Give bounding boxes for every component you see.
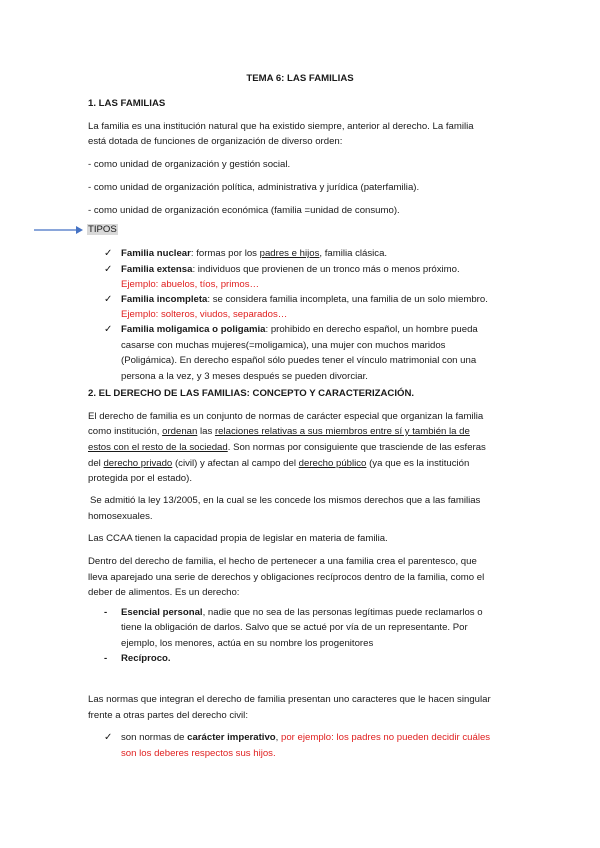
p2-line-2: homosexuales. (88, 511, 153, 522)
dash-bullet: - (104, 607, 108, 618)
function-item-1: - como unidad de organización y gestión social. (88, 159, 291, 170)
p1-line-3: estos con el resto de la sociedad. Son normas por consiguiente que trasciende de las esferas (88, 442, 486, 453)
tipo-extensa-example: Ejemplo: abuelos, tíos, primos… (121, 279, 260, 290)
section-1-heading: 1. LAS FAMILIAS (88, 98, 166, 109)
tipo-incompleta-example: Ejemplo: solteros, viudos, separados… (121, 309, 288, 320)
tipo-poligamia-line-1: Familia moligamica o poligamia: prohibido en derecho español, un hombre pueda (121, 324, 478, 335)
p1-line-4: del derecho privado (civil) y afectan al campo del derecho público (ya que es la institución (88, 458, 470, 469)
caracter-imperativo-line-2: son los deberes respectos sus hijos. (121, 748, 276, 759)
p4-line-3: deber de alimentos. Es un derecho: (88, 587, 240, 598)
tipo-extensa: Familia extensa: individuos que provienen de un tronco más o menos próximo. (121, 264, 460, 275)
tipo-poligamia-line-4: persona a la vez, y 3 meses después se pueden divorciar. (121, 371, 368, 382)
p5-line-1: Las normas que integran el derecho de familia presentan uno caracteres que le hacen singular (88, 694, 491, 705)
check-icon: ✓ (104, 324, 113, 335)
p4-line-1: Dentro del derecho de familia, el hecho de pertenecer a una familia crea el parentesco, que (88, 556, 477, 567)
p3-line: Las CCAA tienen la capacidad propia de legislar en materia de familia. (88, 533, 388, 544)
derecho-esencial-line-3: ejemplo, los menores, actúa en su nombre los progenitores (121, 638, 374, 649)
tipo-nuclear: Familia nuclear: formas por los padres e hijos, familia clásica. (121, 248, 388, 259)
dash-bullet: - (104, 653, 108, 664)
check-icon: ✓ (104, 248, 113, 259)
derecho-reciproco: Recíproco. (121, 653, 171, 664)
function-item-3: - como unidad de organización económica (familia =unidad de consumo). (88, 205, 400, 216)
caracter-imperativo-line-1: son normas de carácter imperativo, por ejemplo: los padres no pueden decidir cuáles (121, 732, 491, 743)
p4-line-2: lleva aparejado una serie de derechos y obligaciones recíprocos dentro de la familia, como el (88, 572, 485, 583)
p1-line-5: protegida por el estado). (88, 473, 192, 484)
derecho-esencial-line-2: tiene la obligación de darlos. Salvo que se actué por vía de un representante. Por (121, 622, 468, 633)
intro-line-1: La familia es una institución natural que ha existido siempre, anterior al derecho. La familia (88, 121, 474, 132)
check-icon: ✓ (104, 732, 113, 743)
p1-line-1: El derecho de familia es un conjunto de normas de carácter especial que organizan la familia (88, 411, 484, 422)
derecho-esencial-line-1: Esencial personal, nadie que no sea de las personas legítimas puede reclamarlos o (121, 607, 483, 618)
check-icon: ✓ (104, 294, 113, 305)
tipo-poligamia-line-3: (Poligámica). En derecho español sólo puedes tener el vínculo matrimonial con una (121, 355, 477, 366)
p1-line-2: como institución, ordenan las relaciones relativas a sus miembros entre sí y también la de (88, 426, 470, 437)
intro-line-2: está dotada de funciones de organización de diverso orden: (88, 136, 343, 147)
page-title: TEMA 6: LAS FAMILIAS (246, 73, 354, 84)
arrow-right-icon (34, 224, 84, 236)
p5-line-2: frente a otras partes del derecho civil: (88, 710, 248, 721)
check-icon: ✓ (104, 264, 113, 275)
function-item-2: - como unidad de organización política, administrativa y jurídica (paterfamilia). (88, 182, 420, 193)
p2-line-1: Se admitió la ley 13/2005, en la cual se les concede los mismos derechos que a las familias (90, 495, 481, 506)
section-2-heading: 2. EL DERECHO DE LAS FAMILIAS: CONCEPTO Y CARACTERIZACIÓN. (88, 388, 415, 399)
tipo-incompleta: Familia incompleta: se considera familia incompleta, una familia de un solo miembro. (121, 294, 488, 305)
tipo-poligamia-line-2: casarse con muchas mujeres(=moligamica), una mujer con muchos maridos (121, 340, 446, 351)
tipos-label: TIPOS (88, 224, 117, 235)
